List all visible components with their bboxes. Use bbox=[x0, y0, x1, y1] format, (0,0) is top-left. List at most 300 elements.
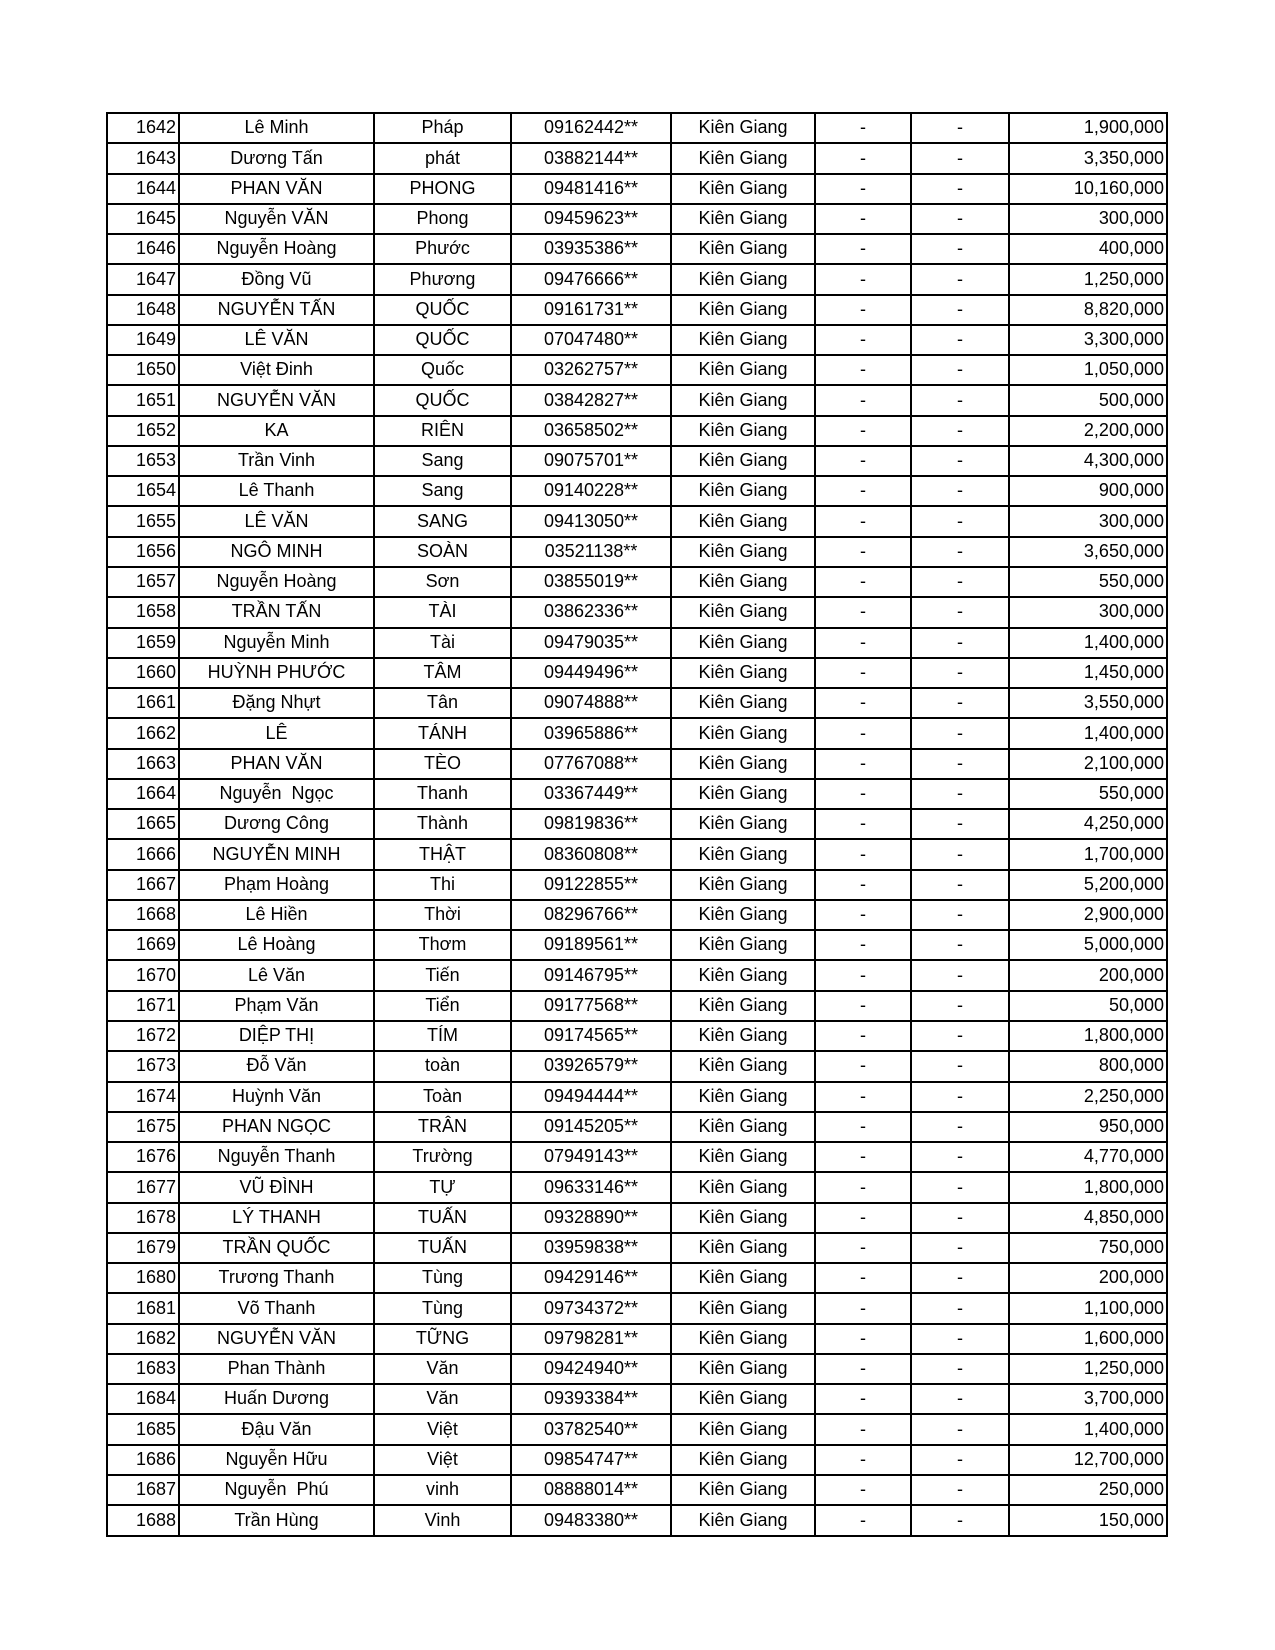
blank-cell-2: - bbox=[911, 1293, 1009, 1323]
province-cell: Kiên Giang bbox=[671, 749, 815, 779]
row-number-cell: 1646 bbox=[107, 234, 179, 264]
phone-number-cell: 09189561** bbox=[511, 930, 671, 960]
province-cell: Kiên Giang bbox=[671, 506, 815, 536]
blank-cell-2: - bbox=[911, 839, 1009, 869]
table-row bbox=[107, 658, 1167, 688]
table-row bbox=[107, 1021, 1167, 1051]
amount-cell: 1,400,000 bbox=[1009, 718, 1167, 748]
given-name-cell: Tùng bbox=[374, 1263, 511, 1293]
row-number-cell: 1668 bbox=[107, 900, 179, 930]
province-cell: Kiên Giang bbox=[671, 416, 815, 446]
blank-cell-2: - bbox=[911, 355, 1009, 385]
row-number-cell: 1648 bbox=[107, 295, 179, 325]
phone-number-cell: 03262757** bbox=[511, 355, 671, 385]
blank-cell-1: - bbox=[815, 779, 911, 809]
table-row bbox=[107, 991, 1167, 1021]
row-number-cell: 1685 bbox=[107, 1414, 179, 1444]
table-row bbox=[107, 1263, 1167, 1293]
table-row bbox=[107, 1142, 1167, 1172]
amount-cell: 50,000 bbox=[1009, 991, 1167, 1021]
blank-cell-2: - bbox=[911, 991, 1009, 1021]
amount-cell: 4,850,000 bbox=[1009, 1203, 1167, 1233]
blank-cell-2: - bbox=[911, 113, 1009, 143]
amount-cell: 900,000 bbox=[1009, 476, 1167, 506]
row-number-cell: 1664 bbox=[107, 779, 179, 809]
province-cell: Kiên Giang bbox=[671, 1263, 815, 1293]
phone-number-cell: 07949143** bbox=[511, 1142, 671, 1172]
amount-cell: 300,000 bbox=[1009, 204, 1167, 234]
phone-number-cell: 09174565** bbox=[511, 1021, 671, 1051]
blank-cell-2: - bbox=[911, 1172, 1009, 1202]
amount-cell: 750,000 bbox=[1009, 1233, 1167, 1263]
blank-cell-2: - bbox=[911, 506, 1009, 536]
phone-number-cell: 09798281** bbox=[511, 1324, 671, 1354]
row-number-cell: 1686 bbox=[107, 1445, 179, 1475]
row-number-cell: 1682 bbox=[107, 1324, 179, 1354]
given-name-cell: Sơn bbox=[374, 567, 511, 597]
province-cell: Kiên Giang bbox=[671, 1112, 815, 1142]
row-number-cell: 1658 bbox=[107, 597, 179, 627]
blank-cell-1: - bbox=[815, 174, 911, 204]
last-middle-name-cell: VŨ ĐÌNH bbox=[179, 1172, 374, 1202]
table-row bbox=[107, 264, 1167, 294]
table-row bbox=[107, 295, 1167, 325]
blank-cell-1: - bbox=[815, 1384, 911, 1414]
blank-cell-2: - bbox=[911, 718, 1009, 748]
blank-cell-2: - bbox=[911, 1445, 1009, 1475]
table-row bbox=[107, 1354, 1167, 1384]
last-middle-name-cell: NGÔ MINH bbox=[179, 537, 374, 567]
donor-table bbox=[106, 112, 1168, 1537]
row-number-cell: 1656 bbox=[107, 537, 179, 567]
last-middle-name-cell: PHAN VĂN bbox=[179, 174, 374, 204]
given-name-cell: QUỐC bbox=[374, 295, 511, 325]
phone-number-cell: 03521138** bbox=[511, 537, 671, 567]
blank-cell-2: - bbox=[911, 870, 1009, 900]
amount-cell: 8,820,000 bbox=[1009, 295, 1167, 325]
phone-number-cell: 08296766** bbox=[511, 900, 671, 930]
amount-cell: 1,250,000 bbox=[1009, 1354, 1167, 1384]
phone-number-cell: 03658502** bbox=[511, 416, 671, 446]
phone-number-cell: 09161731** bbox=[511, 295, 671, 325]
amount-cell: 5,200,000 bbox=[1009, 870, 1167, 900]
last-middle-name-cell: TRẦN QUỐC bbox=[179, 1233, 374, 1263]
last-middle-name-cell: Nguyễn Hoàng bbox=[179, 234, 374, 264]
blank-cell-1: - bbox=[815, 385, 911, 415]
blank-cell-2: - bbox=[911, 688, 1009, 718]
given-name-cell: Sang bbox=[374, 476, 511, 506]
blank-cell-2: - bbox=[911, 264, 1009, 294]
table-row bbox=[107, 597, 1167, 627]
blank-cell-2: - bbox=[911, 597, 1009, 627]
given-name-cell: toàn bbox=[374, 1051, 511, 1081]
last-middle-name-cell: Phan Thành bbox=[179, 1354, 374, 1384]
row-number-cell: 1659 bbox=[107, 628, 179, 658]
last-middle-name-cell: PHAN VĂN bbox=[179, 749, 374, 779]
amount-cell: 200,000 bbox=[1009, 1263, 1167, 1293]
blank-cell-2: - bbox=[911, 960, 1009, 990]
blank-cell-1: - bbox=[815, 1354, 911, 1384]
table-row bbox=[107, 1475, 1167, 1505]
given-name-cell: Thành bbox=[374, 809, 511, 839]
amount-cell: 4,250,000 bbox=[1009, 809, 1167, 839]
blank-cell-1: - bbox=[815, 597, 911, 627]
last-middle-name-cell: NGUYỄN VĂN bbox=[179, 385, 374, 415]
blank-cell-2: - bbox=[911, 1414, 1009, 1444]
last-middle-name-cell: KA bbox=[179, 416, 374, 446]
row-number-cell: 1647 bbox=[107, 264, 179, 294]
blank-cell-1: - bbox=[815, 1233, 911, 1263]
province-cell: Kiên Giang bbox=[671, 174, 815, 204]
blank-cell-2: - bbox=[911, 1112, 1009, 1142]
province-cell: Kiên Giang bbox=[671, 325, 815, 355]
last-middle-name-cell: Lê Hiền bbox=[179, 900, 374, 930]
table-row bbox=[107, 385, 1167, 415]
last-middle-name-cell: NGUYỄN VĂN bbox=[179, 1324, 374, 1354]
given-name-cell: TUẤN bbox=[374, 1203, 511, 1233]
last-middle-name-cell: Lê Hoàng bbox=[179, 930, 374, 960]
phone-number-cell: 09483380** bbox=[511, 1505, 671, 1536]
amount-cell: 12,700,000 bbox=[1009, 1445, 1167, 1475]
blank-cell-2: - bbox=[911, 930, 1009, 960]
last-middle-name-cell: Dương Công bbox=[179, 809, 374, 839]
phone-number-cell: 03935386** bbox=[511, 234, 671, 264]
province-cell: Kiên Giang bbox=[671, 476, 815, 506]
phone-number-cell: 03367449** bbox=[511, 779, 671, 809]
given-name-cell: TÂM bbox=[374, 658, 511, 688]
amount-cell: 3,550,000 bbox=[1009, 688, 1167, 718]
amount-cell: 4,770,000 bbox=[1009, 1142, 1167, 1172]
table-row bbox=[107, 355, 1167, 385]
table-row bbox=[107, 204, 1167, 234]
blank-cell-2: - bbox=[911, 628, 1009, 658]
row-number-cell: 1688 bbox=[107, 1505, 179, 1536]
blank-cell-1: - bbox=[815, 476, 911, 506]
row-number-cell: 1649 bbox=[107, 325, 179, 355]
blank-cell-2: - bbox=[911, 1475, 1009, 1505]
last-middle-name-cell: LÊ bbox=[179, 718, 374, 748]
row-number-cell: 1651 bbox=[107, 385, 179, 415]
province-cell: Kiên Giang bbox=[671, 658, 815, 688]
given-name-cell: Thời bbox=[374, 900, 511, 930]
row-number-cell: 1681 bbox=[107, 1293, 179, 1323]
province-cell: Kiên Giang bbox=[671, 1082, 815, 1112]
province-cell: Kiên Giang bbox=[671, 264, 815, 294]
given-name-cell: Sang bbox=[374, 446, 511, 476]
phone-number-cell: 09494444** bbox=[511, 1082, 671, 1112]
row-number-cell: 1680 bbox=[107, 1263, 179, 1293]
province-cell: Kiên Giang bbox=[671, 1354, 815, 1384]
province-cell: Kiên Giang bbox=[671, 597, 815, 627]
blank-cell-1: - bbox=[815, 991, 911, 1021]
blank-cell-1: - bbox=[815, 1475, 911, 1505]
amount-cell: 1,700,000 bbox=[1009, 839, 1167, 869]
blank-cell-1: - bbox=[815, 1172, 911, 1202]
blank-cell-1: - bbox=[815, 1051, 911, 1081]
blank-cell-1: - bbox=[815, 960, 911, 990]
last-middle-name-cell: Đỗ Văn bbox=[179, 1051, 374, 1081]
amount-cell: 3,300,000 bbox=[1009, 325, 1167, 355]
phone-number-cell: 09449496** bbox=[511, 658, 671, 688]
province-cell: Kiên Giang bbox=[671, 1051, 815, 1081]
row-number-cell: 1684 bbox=[107, 1384, 179, 1414]
province-cell: Kiên Giang bbox=[671, 204, 815, 234]
blank-cell-2: - bbox=[911, 1384, 1009, 1414]
row-number-cell: 1660 bbox=[107, 658, 179, 688]
phone-number-cell: 09819836** bbox=[511, 809, 671, 839]
last-middle-name-cell: Trần Hùng bbox=[179, 1505, 374, 1536]
province-cell: Kiên Giang bbox=[671, 688, 815, 718]
given-name-cell: Phương bbox=[374, 264, 511, 294]
blank-cell-2: - bbox=[911, 446, 1009, 476]
amount-cell: 2,200,000 bbox=[1009, 416, 1167, 446]
amount-cell: 4,300,000 bbox=[1009, 446, 1167, 476]
amount-cell: 10,160,000 bbox=[1009, 174, 1167, 204]
table-row bbox=[107, 325, 1167, 355]
table-row bbox=[107, 628, 1167, 658]
table-row bbox=[107, 506, 1167, 536]
table-row bbox=[107, 960, 1167, 990]
last-middle-name-cell: Lê Văn bbox=[179, 960, 374, 990]
row-number-cell: 1666 bbox=[107, 839, 179, 869]
given-name-cell: SANG bbox=[374, 506, 511, 536]
given-name-cell: Tân bbox=[374, 688, 511, 718]
blank-cell-1: - bbox=[815, 870, 911, 900]
blank-cell-1: - bbox=[815, 900, 911, 930]
blank-cell-2: - bbox=[911, 567, 1009, 597]
last-middle-name-cell: HUỲNH PHƯỚC bbox=[179, 658, 374, 688]
phone-number-cell: 08360808** bbox=[511, 839, 671, 869]
last-middle-name-cell: Nguyễn Thanh bbox=[179, 1142, 374, 1172]
last-middle-name-cell: Đồng Vũ bbox=[179, 264, 374, 294]
last-middle-name-cell: Huỳnh Văn bbox=[179, 1082, 374, 1112]
given-name-cell: Tiển bbox=[374, 991, 511, 1021]
blank-cell-1: - bbox=[815, 1142, 911, 1172]
amount-cell: 250,000 bbox=[1009, 1475, 1167, 1505]
phone-number-cell: 03782540** bbox=[511, 1414, 671, 1444]
given-name-cell: Việt bbox=[374, 1445, 511, 1475]
blank-cell-2: - bbox=[911, 658, 1009, 688]
amount-cell: 200,000 bbox=[1009, 960, 1167, 990]
given-name-cell: Phong bbox=[374, 204, 511, 234]
phone-number-cell: 03882144** bbox=[511, 143, 671, 173]
blank-cell-2: - bbox=[911, 1142, 1009, 1172]
last-middle-name-cell: Nguyễn Ngọc bbox=[179, 779, 374, 809]
amount-cell: 2,250,000 bbox=[1009, 1082, 1167, 1112]
table-row bbox=[107, 1293, 1167, 1323]
blank-cell-2: - bbox=[911, 1082, 1009, 1112]
blank-cell-1: - bbox=[815, 204, 911, 234]
last-middle-name-cell: Trần Vinh bbox=[179, 446, 374, 476]
blank-cell-1: - bbox=[815, 718, 911, 748]
blank-cell-1: - bbox=[815, 264, 911, 294]
row-number-cell: 1669 bbox=[107, 930, 179, 960]
province-cell: Kiên Giang bbox=[671, 809, 815, 839]
province-cell: Kiên Giang bbox=[671, 1475, 815, 1505]
amount-cell: 1,400,000 bbox=[1009, 1414, 1167, 1444]
given-name-cell: RIÊN bbox=[374, 416, 511, 446]
amount-cell: 550,000 bbox=[1009, 779, 1167, 809]
phone-number-cell: 09145205** bbox=[511, 1112, 671, 1142]
blank-cell-1: - bbox=[815, 234, 911, 264]
blank-cell-1: - bbox=[815, 355, 911, 385]
phone-number-cell: 07047480** bbox=[511, 325, 671, 355]
province-cell: Kiên Giang bbox=[671, 930, 815, 960]
row-number-cell: 1673 bbox=[107, 1051, 179, 1081]
given-name-cell: Việt bbox=[374, 1414, 511, 1444]
row-number-cell: 1642 bbox=[107, 113, 179, 143]
blank-cell-2: - bbox=[911, 476, 1009, 506]
last-middle-name-cell: Đặng Nhựt bbox=[179, 688, 374, 718]
row-number-cell: 1679 bbox=[107, 1233, 179, 1263]
blank-cell-1: - bbox=[815, 628, 911, 658]
phone-number-cell: 09633146** bbox=[511, 1172, 671, 1202]
blank-cell-1: - bbox=[815, 1505, 911, 1536]
blank-cell-1: - bbox=[815, 1324, 911, 1354]
province-cell: Kiên Giang bbox=[671, 839, 815, 869]
last-middle-name-cell: Trương Thanh bbox=[179, 1263, 374, 1293]
phone-number-cell: 09459623** bbox=[511, 204, 671, 234]
given-name-cell: Vinh bbox=[374, 1505, 511, 1536]
last-middle-name-cell: Lê Thanh bbox=[179, 476, 374, 506]
province-cell: Kiên Giang bbox=[671, 1172, 815, 1202]
blank-cell-2: - bbox=[911, 1233, 1009, 1263]
table-row bbox=[107, 1051, 1167, 1081]
table-row bbox=[107, 900, 1167, 930]
last-middle-name-cell: Nguyễn Phú bbox=[179, 1475, 374, 1505]
blank-cell-2: - bbox=[911, 900, 1009, 930]
given-name-cell: TÈO bbox=[374, 749, 511, 779]
given-name-cell: Tiến bbox=[374, 960, 511, 990]
amount-cell: 3,350,000 bbox=[1009, 143, 1167, 173]
table-row bbox=[107, 1082, 1167, 1112]
province-cell: Kiên Giang bbox=[671, 1445, 815, 1475]
amount-cell: 800,000 bbox=[1009, 1051, 1167, 1081]
blank-cell-2: - bbox=[911, 537, 1009, 567]
given-name-cell: Văn bbox=[374, 1354, 511, 1384]
blank-cell-2: - bbox=[911, 1324, 1009, 1354]
phone-number-cell: 09481416** bbox=[511, 174, 671, 204]
given-name-cell: SOÀN bbox=[374, 537, 511, 567]
blank-cell-1: - bbox=[815, 1082, 911, 1112]
row-number-cell: 1683 bbox=[107, 1354, 179, 1384]
table-row bbox=[107, 1203, 1167, 1233]
given-name-cell: Trường bbox=[374, 1142, 511, 1172]
blank-cell-2: - bbox=[911, 1021, 1009, 1051]
phone-number-cell: 09074888** bbox=[511, 688, 671, 718]
row-number-cell: 1678 bbox=[107, 1203, 179, 1233]
row-number-cell: 1652 bbox=[107, 416, 179, 446]
given-name-cell: TRÂN bbox=[374, 1112, 511, 1142]
table-row bbox=[107, 416, 1167, 446]
last-middle-name-cell: Nguyễn Hoàng bbox=[179, 567, 374, 597]
given-name-cell: phát bbox=[374, 143, 511, 173]
amount-cell: 1,250,000 bbox=[1009, 264, 1167, 294]
last-middle-name-cell: NGUYỄN MINH bbox=[179, 839, 374, 869]
province-cell: Kiên Giang bbox=[671, 385, 815, 415]
blank-cell-2: - bbox=[911, 295, 1009, 325]
blank-cell-1: - bbox=[815, 325, 911, 355]
last-middle-name-cell: Lê Minh bbox=[179, 113, 374, 143]
phone-number-cell: 03855019** bbox=[511, 567, 671, 597]
amount-cell: 1,600,000 bbox=[1009, 1324, 1167, 1354]
blank-cell-1: - bbox=[815, 749, 911, 779]
blank-cell-2: - bbox=[911, 174, 1009, 204]
table-row bbox=[107, 1505, 1167, 1536]
given-name-cell: Tùng bbox=[374, 1293, 511, 1323]
amount-cell: 1,050,000 bbox=[1009, 355, 1167, 385]
last-middle-name-cell: LÊ VĂN bbox=[179, 325, 374, 355]
blank-cell-2: - bbox=[911, 1263, 1009, 1293]
blank-cell-1: - bbox=[815, 113, 911, 143]
given-name-cell: vinh bbox=[374, 1475, 511, 1505]
province-cell: Kiên Giang bbox=[671, 1293, 815, 1323]
last-middle-name-cell: NGUYỄN TẤN bbox=[179, 295, 374, 325]
phone-number-cell: 09854747** bbox=[511, 1445, 671, 1475]
given-name-cell: Thơm bbox=[374, 930, 511, 960]
phone-number-cell: 09162442** bbox=[511, 113, 671, 143]
blank-cell-1: - bbox=[815, 839, 911, 869]
given-name-cell: THẬT bbox=[374, 839, 511, 869]
table-row bbox=[107, 1324, 1167, 1354]
blank-cell-2: - bbox=[911, 809, 1009, 839]
phone-number-cell: 09413050** bbox=[511, 506, 671, 536]
table-row bbox=[107, 809, 1167, 839]
row-number-cell: 1675 bbox=[107, 1112, 179, 1142]
table-row bbox=[107, 446, 1167, 476]
last-middle-name-cell: TRẦN TẤN bbox=[179, 597, 374, 627]
last-middle-name-cell: Võ Thanh bbox=[179, 1293, 374, 1323]
row-number-cell: 1644 bbox=[107, 174, 179, 204]
last-middle-name-cell: Dương Tấn bbox=[179, 143, 374, 173]
table-row bbox=[107, 1384, 1167, 1414]
province-cell: Kiên Giang bbox=[671, 1142, 815, 1172]
blank-cell-1: - bbox=[815, 1203, 911, 1233]
blank-cell-2: - bbox=[911, 1051, 1009, 1081]
blank-cell-1: - bbox=[815, 537, 911, 567]
table-row bbox=[107, 839, 1167, 869]
phone-number-cell: 03862336** bbox=[511, 597, 671, 627]
amount-cell: 5,000,000 bbox=[1009, 930, 1167, 960]
amount-cell: 300,000 bbox=[1009, 506, 1167, 536]
row-number-cell: 1670 bbox=[107, 960, 179, 990]
phone-number-cell: 09476666** bbox=[511, 264, 671, 294]
blank-cell-1: - bbox=[815, 930, 911, 960]
given-name-cell: TỮNG bbox=[374, 1324, 511, 1354]
blank-cell-2: - bbox=[911, 204, 1009, 234]
table-row bbox=[107, 567, 1167, 597]
blank-cell-1: - bbox=[815, 1021, 911, 1051]
blank-cell-1: - bbox=[815, 1293, 911, 1323]
phone-number-cell: 09140228** bbox=[511, 476, 671, 506]
province-cell: Kiên Giang bbox=[671, 1233, 815, 1263]
blank-cell-1: - bbox=[815, 143, 911, 173]
blank-cell-1: - bbox=[815, 809, 911, 839]
row-number-cell: 1663 bbox=[107, 749, 179, 779]
last-middle-name-cell: LÊ VĂN bbox=[179, 506, 374, 536]
province-cell: Kiên Giang bbox=[671, 628, 815, 658]
last-middle-name-cell: Phạm Văn bbox=[179, 991, 374, 1021]
given-name-cell: Tài bbox=[374, 628, 511, 658]
row-number-cell: 1657 bbox=[107, 567, 179, 597]
province-cell: Kiên Giang bbox=[671, 295, 815, 325]
given-name-cell: Pháp bbox=[374, 113, 511, 143]
blank-cell-1: - bbox=[815, 416, 911, 446]
table-row bbox=[107, 113, 1167, 143]
amount-cell: 1,800,000 bbox=[1009, 1021, 1167, 1051]
blank-cell-2: - bbox=[911, 749, 1009, 779]
phone-number-cell: 03965886** bbox=[511, 718, 671, 748]
